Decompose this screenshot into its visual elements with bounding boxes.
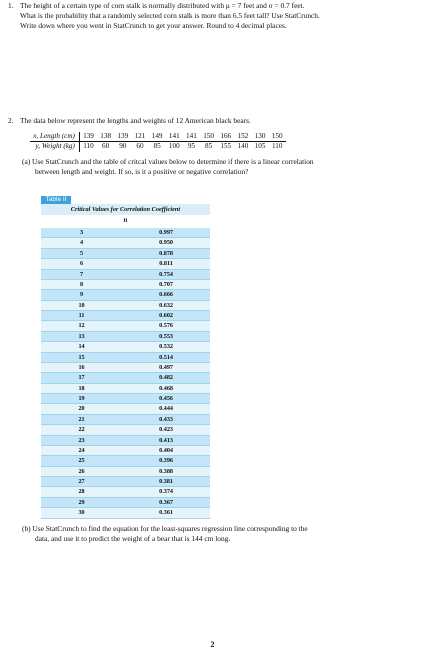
critical-value-cell: 0.576: [122, 321, 210, 331]
length-cell: 141: [183, 132, 200, 142]
length-cell: 149: [149, 132, 166, 142]
question-2a: [22, 157, 422, 177]
critical-value-row: [41, 414, 210, 424]
critical-value-row: [41, 425, 210, 435]
critical-value-cell: 0.878: [122, 248, 210, 258]
sample-size-cell: 6: [41, 259, 122, 269]
q2a-line-1: (a) Use StatCrunch and the table of critcal values below to determine if there is a linear correlation: [22, 157, 314, 166]
sample-size-cell: 3: [41, 228, 122, 238]
length-cell: 150: [269, 132, 286, 142]
length-cell: 139: [79, 132, 97, 142]
critical-value-row: [41, 331, 210, 341]
sample-size-cell: 19: [41, 394, 122, 404]
critical-value-cell: 0.666: [122, 290, 210, 300]
critical-value-cell: 0.381: [122, 477, 210, 487]
sample-size-cell: 27: [41, 477, 122, 487]
sample-size-cell: 21: [41, 414, 122, 424]
question-2b: [22, 524, 422, 544]
weight-cell: 60: [136, 142, 144, 151]
critical-value-row: [41, 466, 210, 476]
weight-cell: 155: [220, 142, 232, 151]
q1-line-1: [8, 1, 418, 11]
critical-value-row: [41, 279, 210, 289]
critical-values-table: [41, 228, 210, 519]
critical-value-row: [41, 352, 210, 362]
critical-value-cell: 0.423: [122, 425, 210, 435]
critical-value-cell: 0.497: [122, 362, 210, 372]
sample-size-cell: 12: [41, 321, 122, 331]
sample-size-cell: 18: [41, 383, 122, 393]
question-2-intro: [8, 116, 251, 125]
sample-size-cell: 28: [41, 487, 122, 497]
sample-size-cell: 24: [41, 445, 122, 455]
q1-line-2: What is the probability that a randomly selected corn stalk is more than 6.5 feet tall? Use StatCrunch.: [20, 11, 320, 21]
critical-value-row: [41, 269, 210, 279]
critical-value-row: [41, 290, 210, 300]
critical-value-cell: 0.632: [122, 300, 210, 310]
q2a-line-2: between length and weight. If so, is it a positive or negative correlation?: [35, 167, 249, 176]
critical-value-row: [41, 477, 210, 487]
critical-value-cell: 0.811: [122, 259, 210, 269]
q1-number: 1.: [8, 1, 14, 10]
critical-value-cell: 0.468: [122, 383, 210, 393]
critical-value-row: [41, 373, 210, 383]
sample-size-cell: 7: [41, 269, 122, 279]
critical-value-cell: 0.388: [122, 466, 210, 476]
weight-cell: 110: [271, 142, 283, 151]
critical-value-cell: 0.367: [122, 497, 210, 507]
critical-value-cell: 0.404: [122, 445, 210, 455]
table-ii-n-header: n: [41, 215, 210, 226]
sample-size-cell: 10: [41, 300, 122, 310]
sample-size-cell: 13: [41, 331, 122, 341]
sample-size-cell: 16: [41, 362, 122, 372]
critical-value-cell: 0.707: [122, 279, 210, 289]
critical-value-row: [41, 300, 210, 310]
sample-size-cell: 15: [41, 352, 122, 362]
q1-text-1: The height of a certain type of corn stalk is normally distributed with μ = 7 feet and σ = 0.7 feet.: [20, 1, 305, 10]
sample-size-cell: 14: [41, 342, 122, 352]
length-cell: 121: [131, 132, 148, 142]
table-ii-title: Critical Values for Correlation Coefficient: [41, 204, 210, 215]
critical-value-row: [41, 238, 210, 248]
critical-value-cell: 0.361: [122, 508, 210, 518]
weight-cell: 95: [187, 142, 196, 151]
weight-cell: 105: [254, 142, 266, 151]
sample-size-cell: 23: [41, 435, 122, 445]
critical-value-cell: 0.532: [122, 342, 210, 352]
bear-data-table: [30, 132, 286, 152]
q2-number: 2.: [8, 116, 14, 125]
sample-size-cell: 9: [41, 290, 122, 300]
critical-value-row: [41, 311, 210, 321]
critical-value-cell: 0.396: [122, 456, 210, 466]
critical-value-row: [41, 508, 210, 518]
page-number: 2: [210, 640, 215, 649]
weight-label: y, Weight (kg): [30, 142, 79, 152]
weight-cell: 100: [168, 142, 180, 151]
length-cell: 130: [251, 132, 268, 142]
critical-value-row: [41, 435, 210, 445]
weight-cell: 60: [102, 142, 110, 151]
sample-size-cell: 4: [41, 238, 122, 248]
critical-value-cell: 0.433: [122, 414, 210, 424]
sample-size-cell: 30: [41, 508, 122, 518]
critical-value-row: [41, 497, 210, 507]
critical-value-cell: 0.754: [122, 269, 210, 279]
q2-intro-text: The data below represent the lengths and weights of 12 American black bears.: [20, 116, 251, 125]
weight-cell: 90: [119, 142, 127, 151]
critical-value-row: [41, 383, 210, 393]
question-1: [8, 1, 418, 32]
sample-size-cell: 5: [41, 248, 122, 258]
critical-value-row: [41, 362, 210, 372]
weight-cell: 85: [204, 142, 213, 151]
weight-cell: 140: [237, 142, 249, 151]
q1-line-3: Write down where you went in StatCrunch to get your answer. Round to 4 decimal places.: [20, 21, 287, 31]
sample-size-cell: 29: [41, 497, 122, 507]
table-ii-tab: Table II: [41, 196, 71, 204]
weight-row: [30, 142, 286, 152]
critical-value-cell: 0.374: [122, 487, 210, 497]
critical-value-cell: 0.553: [122, 331, 210, 341]
critical-value-cell: 0.602: [122, 311, 210, 321]
length-cell: 138: [97, 132, 114, 142]
critical-value-cell: 0.456: [122, 394, 210, 404]
critical-value-row: [41, 248, 210, 258]
length-cell: 141: [166, 132, 183, 142]
length-label: x, Length (cm): [30, 132, 79, 142]
critical-value-row: [41, 487, 210, 497]
length-cell: 166: [217, 132, 234, 142]
sample-size-cell: 11: [41, 311, 122, 321]
critical-value-row: [41, 394, 210, 404]
critical-value-cell: 0.482: [122, 373, 210, 383]
critical-value-row: [41, 456, 210, 466]
critical-value-cell: 0.997: [122, 228, 210, 238]
weight-cell: 110: [83, 142, 94, 151]
sample-size-cell: 26: [41, 466, 122, 476]
weight-cell: 85: [153, 142, 161, 151]
critical-value-row: [41, 342, 210, 352]
q2b-line-1: (b) Use StatCrunch to find the equation for the least-squares regression line corresponding to the: [22, 524, 308, 533]
critical-value-row: [41, 228, 210, 238]
critical-value-cell: 0.444: [122, 404, 210, 414]
critical-value-cell: 0.413: [122, 435, 210, 445]
length-cell: 152: [234, 132, 251, 142]
critical-value-cell: 0.950: [122, 238, 210, 248]
critical-value-row: [41, 321, 210, 331]
sample-size-cell: 22: [41, 425, 122, 435]
length-cell: 139: [114, 132, 131, 142]
sample-size-cell: 8: [41, 279, 122, 289]
length-row: [30, 132, 286, 142]
sample-size-cell: 25: [41, 456, 122, 466]
q2b-line-2: data, and use it to predict the weight of a bear that is 144 cm long.: [35, 534, 231, 543]
critical-value-cell: 0.514: [122, 352, 210, 362]
critical-value-row: [41, 404, 210, 414]
critical-value-row: [41, 445, 210, 455]
sample-size-cell: 20: [41, 404, 122, 414]
critical-value-row: [41, 259, 210, 269]
length-cell: 150: [200, 132, 217, 142]
sample-size-cell: 17: [41, 373, 122, 383]
